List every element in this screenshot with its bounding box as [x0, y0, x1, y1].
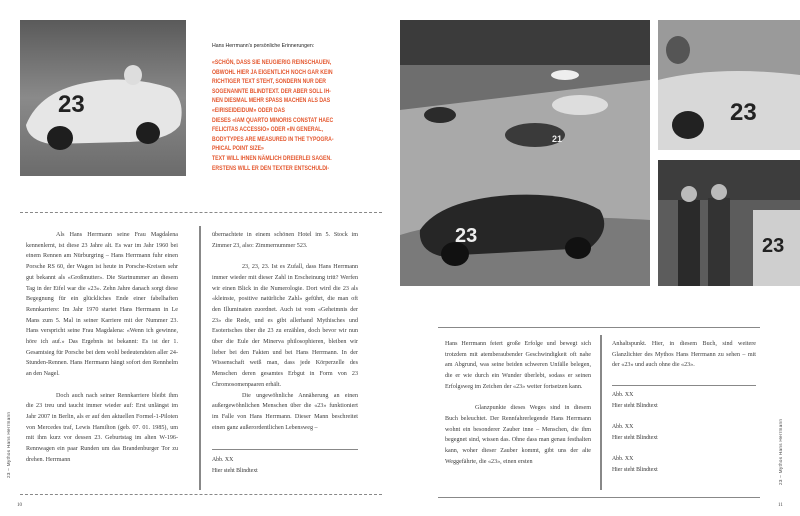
quote-line: «EIRISEIDEIDUM» ODER DAS	[212, 106, 285, 114]
photo-car-closeup	[658, 20, 800, 150]
quote-intro: Hans Herrmann's persönliche Erinnerungen:	[212, 43, 315, 49]
car-number: 23	[730, 99, 757, 126]
running-head-right: 23 – Mythos Hans Herrmann	[778, 418, 783, 485]
paragraph: Die ungewöhnliche Annäherung an einen außergewöhnlichen Menschen über die «23» funktioniert im Falle von Hans Herrmann. Dieser Mann beschreitet einen ganz außerordentlichen Lebensweg –	[212, 392, 358, 431]
caption-text: Hier steht Blindtext	[612, 403, 658, 410]
car-number: 21	[552, 134, 563, 144]
caption-rule	[612, 385, 756, 386]
quote-line: RICHTIGER TEXT STEHT, SONDERN NUR DER	[212, 78, 327, 86]
car-number: 23	[455, 225, 478, 247]
photo-porsche-racing	[20, 20, 186, 176]
caption-text: Hier steht Blindtext	[212, 468, 258, 475]
quote-line: «SCHÖN, DASS SIE NEUGIERIG REINSCHAUEN,	[212, 59, 332, 66]
figure-caption	[612, 390, 756, 412]
column-divider	[600, 335, 602, 490]
pull-quote	[212, 58, 384, 173]
caption-text: Hier steht Blindtext	[612, 435, 658, 442]
car-number: 23	[58, 91, 85, 118]
right-column-1	[445, 339, 591, 467]
caption-label: Abb. XX	[212, 457, 234, 464]
bottom-divider	[20, 494, 382, 495]
paragraph: Hans Herrmann feiert große Erfolge und bewegt sich trotzdem mit atemberaubender Geschwindigkeit oft nahe am Abgrund, was seine beiden schweren Unfälle belegen, die er wie durch ein Wunder überlebt, sodass er seinen Erfolgsweg im Zeichen der «23» weiter fortsetzen kann.	[445, 341, 591, 390]
caption-label: Abb. XX	[612, 424, 634, 431]
paragraph: 23, 23, 23. Ist es Zufall, dass Hans Herrmann immer wieder mit dieser Zahl in Erscheinung tritt? Werfen wir einen Blick in die Numerologie. Dort wird die 23 als «kleinste, positive natürliche Zahl» geführt, die man oft den Illuminaten zuordnet. Auch ist vom «Geheimnis der 23» die Rede, und es gibt allerhand Mythisches und Esoterisches über die 23 zu erzählen, doch bevor wir nun über die Eule der Minerva philosophieren, bleiben wir lieber bei den Fakten und bei Hans Herrmann. In der Wissenschaft weiß man, dass jede Körperzelle des Menschen deren gesamtes Erbgut in Form von 23 Chromosomenpaaren erhält.	[212, 264, 358, 388]
car-number: 23	[762, 235, 785, 257]
quote-line: SOGENANNTE BLINDTEXT. DER ABER SOLL IH-	[212, 87, 331, 95]
caption-label: Abb. XX	[612, 456, 634, 463]
section-divider	[438, 327, 760, 328]
paragraph: Doch auch nach seiner Rennkarriere bleibt ihm die 23 treu und taucht immer wieder auf: Erst unlängst im Jahr 2007 in Berlin, als er auf den aktuellen Formel-1-Piloten von Mercedes traf, Lewis Hamilton (geb. 07. 01. 1985), um mit ihm kurz vor dessen 23. Geburtstag im alten W-196-Rennwagen ein paar Runden um das Brandenburger Tor zu drehen. Herrmann	[26, 392, 178, 463]
quote-line: OBWOHL HIER JA EIGENTLICH NOCH GAR KEIN	[212, 68, 333, 76]
figure-caption	[612, 422, 756, 444]
left-column-1	[26, 230, 178, 465]
paragraph: Glanzpunkte dieses Weges sind in diesem Buch beleuchtet. Der Rennfahrerlegende Hans Herrmann wohnt ein besonderer Zauber inne – Menschen, die ihm begegnet sind, wissen das. Ohne dass man genau festhalten kann, woher dieser Zauber kommt, gibt uns der alte Weggefährte, die «23», einen ersten	[445, 405, 591, 465]
paragraph: übernachtete in einem schönen Hotel im 5. Stock im Zimmer 23, also: Zimmernummer 523.	[212, 232, 358, 249]
quote-line: TEXT WILL IHNEN NÄMLICH DREIERLEI SAGEN.	[212, 154, 332, 162]
left-column-2	[212, 230, 358, 477]
quote-line: BODYTYPES ARE MEASURED IN THE TYPOGRA-	[212, 135, 334, 143]
page-number-right: 11	[778, 503, 783, 508]
page-number-left: 10	[17, 503, 22, 508]
right-column-2	[612, 339, 756, 476]
paragraph: Anhaltspunkt. Hier, in diesem Buch, sind weitere Glanzlichter des Mythos Hans Herrmann zu sehen – mit der «23» und auch ohne die «23».	[612, 341, 756, 369]
quote-line: NEN DIESMAL MEHR SPASS MACHEN ALS DAS	[212, 97, 331, 105]
figure-caption	[212, 455, 358, 477]
section-divider	[20, 212, 382, 213]
paragraph: Als Hans Herrmann seine Frau Magdalena kennenlernt, ist diese 23 Jahre alt. Es war im Jahr 1960 bei einem Rennen am Nürburgring – Hans Herrmann fuhr einen Porsche RS 60, der Wagen ist heute in Porsche-Kreisen sehr gut bekannt als «Großmutter». Die Startnummer an diesem Tag in der Eifel war die «23». Zehn Jahre danach sorgt diese Begegnung für ein glückliches Ende einer fabelhaften Rennkarriere: Im Jahr 1970 startet Hans Herrmann in Le Mans zum 5. Mal in seiner Karriere mit der Nummer 23. Hans verspricht seine Frau Magdalena: «Wenn ich gewinne, höre ich auf.» Das Ergebnis ist bekannt: Es ist der 1. Gesamtsieg für Porsche bei dem wohl bedeutendsten aller 24-Stunden-Rennen. Hans Herrmann hängt sofort den Rennhelm an den Nagel.	[26, 232, 178, 378]
quote-line: FELICITAS ACCESSIO» ODER «IN GENERAL,	[212, 126, 323, 134]
photo-race-start	[400, 20, 650, 286]
photo-trophy-ceremony	[658, 160, 800, 286]
running-head-left: 23 – Mythos Hans Herrmann	[6, 411, 11, 478]
figure-caption	[612, 454, 756, 476]
caption-rule	[212, 449, 358, 450]
caption-text: Hier steht Blindtext	[612, 467, 658, 474]
caption-label: Abb. XX	[612, 392, 634, 399]
quote-line: DIESES «IAM QUARTO MINORIS CONSTAT HAEC	[212, 116, 334, 124]
column-divider	[199, 226, 201, 490]
quote-line: ERSTENS WILL ER DEN TEXTER ENTSCHULDI-	[212, 164, 330, 172]
bottom-divider	[438, 497, 760, 498]
quote-line: PHICAL POINT SIZE»	[212, 145, 264, 153]
